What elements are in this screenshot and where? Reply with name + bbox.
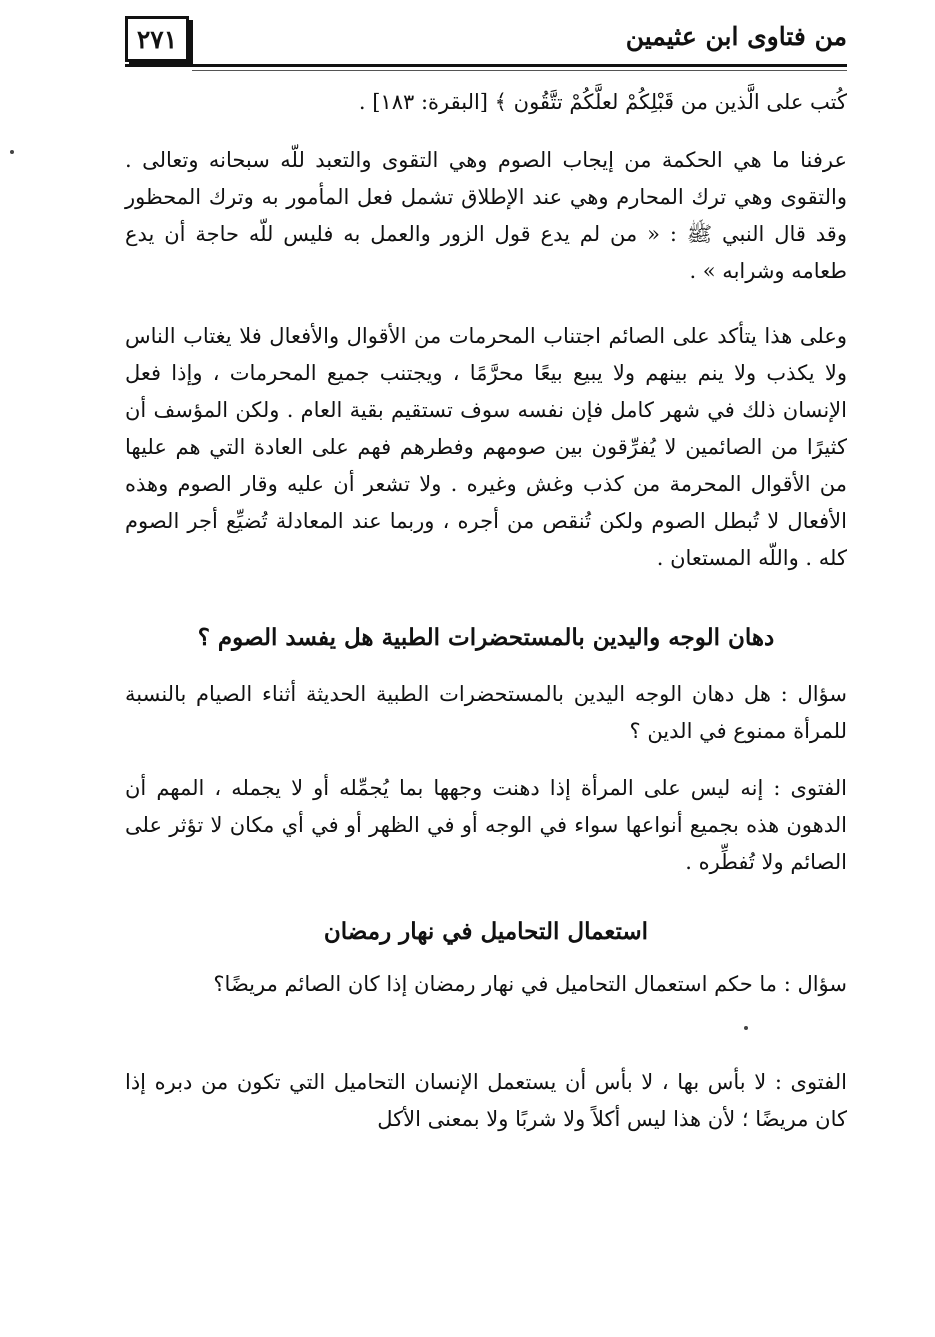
paragraph-avoid-prohibitions: وعلى هذا يتأكد على الصائم اجتناب المحرمات من الأقوال والأفعال فلا يغتاب الناس ولا يكذب ولا ينم بينهم ولا يبيع بيعًا محرَّمًا ، ويجتنب جميع المحرمات ، وإذا فعل الإنسان ذلك في شهر كامل فإن نفسه سوف تستقيم بقية العام . ولكن المؤسف أن كثيرًا من الصائمين لا يُفرِّقون بين صومهم وفطرهم فهم على العادة التي هم عليها من الأقوال المحرمة من كذب وغش وغيره . ولا تشعر أن عليه وقار الصوم وهذه الأفعال لا تُبطل الصوم ولكن تُنقص من أجره ، وربما عند المعادلة تُضيِّع أجر الصوم كله . واللّه المستعان . (125, 324, 847, 570)
header-rule-thin (192, 70, 847, 71)
verse-continuation: كُتب على الَّذين من قَبْلِكُمْ لعلَّكُمْ تتَّقُون ﴾ [البقرة: ١٨٣] . (358, 90, 847, 114)
section-heading-suppositories: استعمال التحاميل في نهار رمضان (323, 918, 649, 945)
book-title: من فتاوى ابن عثيمين (625, 22, 847, 51)
scan-speck (744, 1026, 748, 1030)
header-rule (125, 64, 847, 67)
section-heading-face-cream: دهان الوجه واليدين بالمستحضرات الطبية هل يفسد الصوم ؟ (197, 624, 775, 651)
paragraph-wisdom-of-fasting: عرفنا ما هي الحكمة من إيجاب الصوم وهي التقوى والتعبد للّه سبحانه وتعالى . والتقوى وهي ترك المحارم وهي عند الإطلاق تشمل فعل المأمور به وترك المحظور وقد قال النبي ﷺ : « من لم يدع قول الزور والعمل به فليس للّه حاجة أن يدع طعامه وشرابه » . (125, 148, 847, 283)
question-face-cream: سؤال : هل دهان الوجه اليدين بالمستحضرات الطبية الحديثة أثناء الصيام بالنسبة للمرأة ممنوع في الدين ؟ (125, 682, 847, 743)
answer-face-cream: الفتوى : إنه ليس على المرأة إذا دهنت وجهها بما يُجمِّله أو لا يجمله ، المهم أن الدهون هذه بجميع أنواعها سواء في الوجه أو في الظهر أو في أي مكان لا تؤثر على الصائم ولا تُفطِّره . (125, 776, 847, 874)
answer-suppositories: الفتوى : لا بأس بها ، لا بأس أن يستعمل الإنسان التحاميل التي تكون من دبره إذا كان مريضًا ؛ لأن هذا ليس أكلاً ولا شربًا ولا بمعنى الأكل (125, 1070, 847, 1131)
scan-speck (10, 150, 14, 154)
page-number: ٢٧١ (125, 16, 189, 62)
question-suppositories: سؤال : ما حكم استعمال التحاميل في نهار رمضان إذا كان الصائم مريضًا؟ (213, 972, 847, 996)
